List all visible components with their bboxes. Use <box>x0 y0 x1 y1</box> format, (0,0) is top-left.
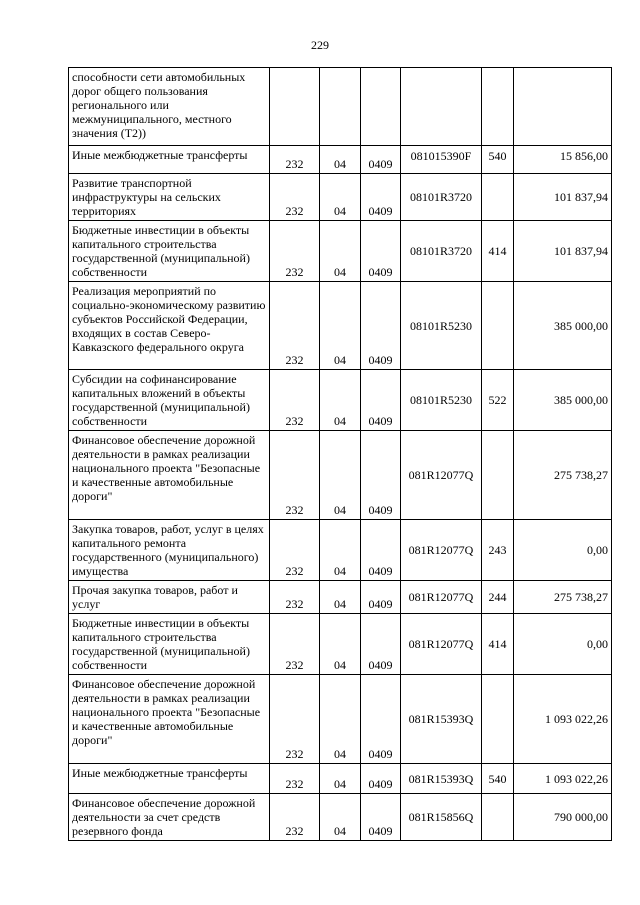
ved-cell <box>270 68 320 146</box>
subsection-cell: 0409 <box>361 764 401 794</box>
target-article-cell: 08101R3720 <box>401 221 482 282</box>
expense-type-cell: 243 <box>482 520 514 581</box>
budget-table <box>68 67 612 841</box>
target-article-cell: 081015390F <box>401 146 482 174</box>
table-row <box>69 520 612 581</box>
ved-cell: 232 <box>270 520 320 581</box>
section-cell: 04 <box>320 675 361 764</box>
subsection-cell <box>361 68 401 146</box>
row-name: Бюджетные инвестиции в объекты капитального строительства государственной (муниципальной) собственности <box>69 221 270 282</box>
table-row <box>69 146 612 174</box>
ved-cell: 232 <box>270 146 320 174</box>
amount-cell: 1 093 022,26 <box>514 675 612 764</box>
target-article-cell: 081R12077Q <box>401 581 482 614</box>
row-name: Развитие транспортной инфраструктуры на сельских территориях <box>69 174 270 221</box>
target-article-cell <box>401 68 482 146</box>
amount-cell: 1 093 022,26 <box>514 764 612 794</box>
row-name: Реализация мероприятий по социально-экономическому развитию субъектов Российской Федерации, входящих в состав Северо-Кавказского федерального округа <box>69 282 270 370</box>
target-article-cell: 08101R5230 <box>401 370 482 431</box>
row-name: Закупка товаров, работ, услуг в целях капитального ремонта государственного (муниципального) имущества <box>69 520 270 581</box>
row-name: Иные межбюджетные трансферты <box>69 764 270 794</box>
table-row <box>69 581 612 614</box>
target-article-cell: 081R15393Q <box>401 764 482 794</box>
amount-cell: 0,00 <box>514 614 612 675</box>
row-name: Субсидии на софинансирование капитальных вложений в объекты государственной (муниципальной) собственности <box>69 370 270 431</box>
amount-cell: 790 000,00 <box>514 794 612 841</box>
section-cell <box>320 68 361 146</box>
amount-cell: 275 738,27 <box>514 581 612 614</box>
subsection-cell: 0409 <box>361 614 401 675</box>
subsection-cell: 0409 <box>361 221 401 282</box>
section-cell: 04 <box>320 520 361 581</box>
subsection-cell: 0409 <box>361 520 401 581</box>
table-row <box>69 764 612 794</box>
row-name: Иные межбюджетные трансферты <box>69 146 270 174</box>
expense-type-cell <box>482 794 514 841</box>
target-article-cell: 081R12077Q <box>401 431 482 520</box>
subsection-cell: 0409 <box>361 675 401 764</box>
target-article-cell: 081R15393Q <box>401 675 482 764</box>
section-cell: 04 <box>320 614 361 675</box>
section-cell: 04 <box>320 282 361 370</box>
amount-cell: 385 000,00 <box>514 370 612 431</box>
row-name: Финансовое обеспечение дорожной деятельности за счет средств резервного фонда <box>69 794 270 841</box>
row-name: Прочая закупка товаров, работ и услуг <box>69 581 270 614</box>
ved-cell: 232 <box>270 675 320 764</box>
ved-cell: 232 <box>270 431 320 520</box>
target-article-cell: 08101R3720 <box>401 174 482 221</box>
ved-cell: 232 <box>270 370 320 431</box>
expense-type-cell: 244 <box>482 581 514 614</box>
expense-type-cell <box>482 675 514 764</box>
section-cell: 04 <box>320 174 361 221</box>
target-article-cell: 081R15856Q <box>401 794 482 841</box>
expense-type-cell: 540 <box>482 146 514 174</box>
subsection-cell: 0409 <box>361 282 401 370</box>
amount-cell: 0,00 <box>514 520 612 581</box>
expense-type-cell: 540 <box>482 764 514 794</box>
section-cell: 04 <box>320 581 361 614</box>
expense-type-cell <box>482 68 514 146</box>
amount-cell: 15 856,00 <box>514 146 612 174</box>
subsection-cell: 0409 <box>361 174 401 221</box>
table-row <box>69 68 612 146</box>
table-row <box>69 794 612 841</box>
section-cell: 04 <box>320 794 361 841</box>
subsection-cell: 0409 <box>361 431 401 520</box>
subsection-cell: 0409 <box>361 794 401 841</box>
amount-cell: 275 738,27 <box>514 431 612 520</box>
expense-type-cell: 414 <box>482 221 514 282</box>
expense-type-cell <box>482 174 514 221</box>
ved-cell: 232 <box>270 764 320 794</box>
target-article-cell: 08101R5230 <box>401 282 482 370</box>
amount-cell: 385 000,00 <box>514 282 612 370</box>
section-cell: 04 <box>320 221 361 282</box>
expense-type-cell: 522 <box>482 370 514 431</box>
subsection-cell: 0409 <box>361 581 401 614</box>
section-cell: 04 <box>320 764 361 794</box>
expense-type-cell: 414 <box>482 614 514 675</box>
ved-cell: 232 <box>270 581 320 614</box>
ved-cell: 232 <box>270 221 320 282</box>
table-row <box>69 675 612 764</box>
amount-cell: 101 837,94 <box>514 221 612 282</box>
ved-cell: 232 <box>270 614 320 675</box>
table-row <box>69 370 612 431</box>
row-name: Финансовое обеспечение дорожной деятельности в рамках реализации национального проекта "Безопасные и качественные автомобильные дороги" <box>69 675 270 764</box>
amount-cell <box>514 68 612 146</box>
table-row <box>69 282 612 370</box>
table-row <box>69 431 612 520</box>
amount-cell: 101 837,94 <box>514 174 612 221</box>
row-name: способности сети автомобильных дорог общего пользования регионального или межмуниципального, местного значения (Т2)) <box>69 68 270 146</box>
table-row <box>69 174 612 221</box>
section-cell: 04 <box>320 146 361 174</box>
subsection-cell: 0409 <box>361 146 401 174</box>
table-row <box>69 614 612 675</box>
target-article-cell: 081R12077Q <box>401 520 482 581</box>
ved-cell: 232 <box>270 174 320 221</box>
row-name: Бюджетные инвестиции в объекты капитального строительства государственной (муниципальной) собственности <box>69 614 270 675</box>
table-row <box>69 221 612 282</box>
ved-cell: 232 <box>270 282 320 370</box>
subsection-cell: 0409 <box>361 370 401 431</box>
expense-type-cell <box>482 431 514 520</box>
expense-type-cell <box>482 282 514 370</box>
page-number: 229 <box>311 38 329 52</box>
section-cell: 04 <box>320 370 361 431</box>
target-article-cell: 081R12077Q <box>401 614 482 675</box>
ved-cell: 232 <box>270 794 320 841</box>
section-cell: 04 <box>320 431 361 520</box>
row-name: Финансовое обеспечение дорожной деятельности в рамках реализации национального проекта "Безопасные и качественные автомобильные дороги" <box>69 431 270 520</box>
